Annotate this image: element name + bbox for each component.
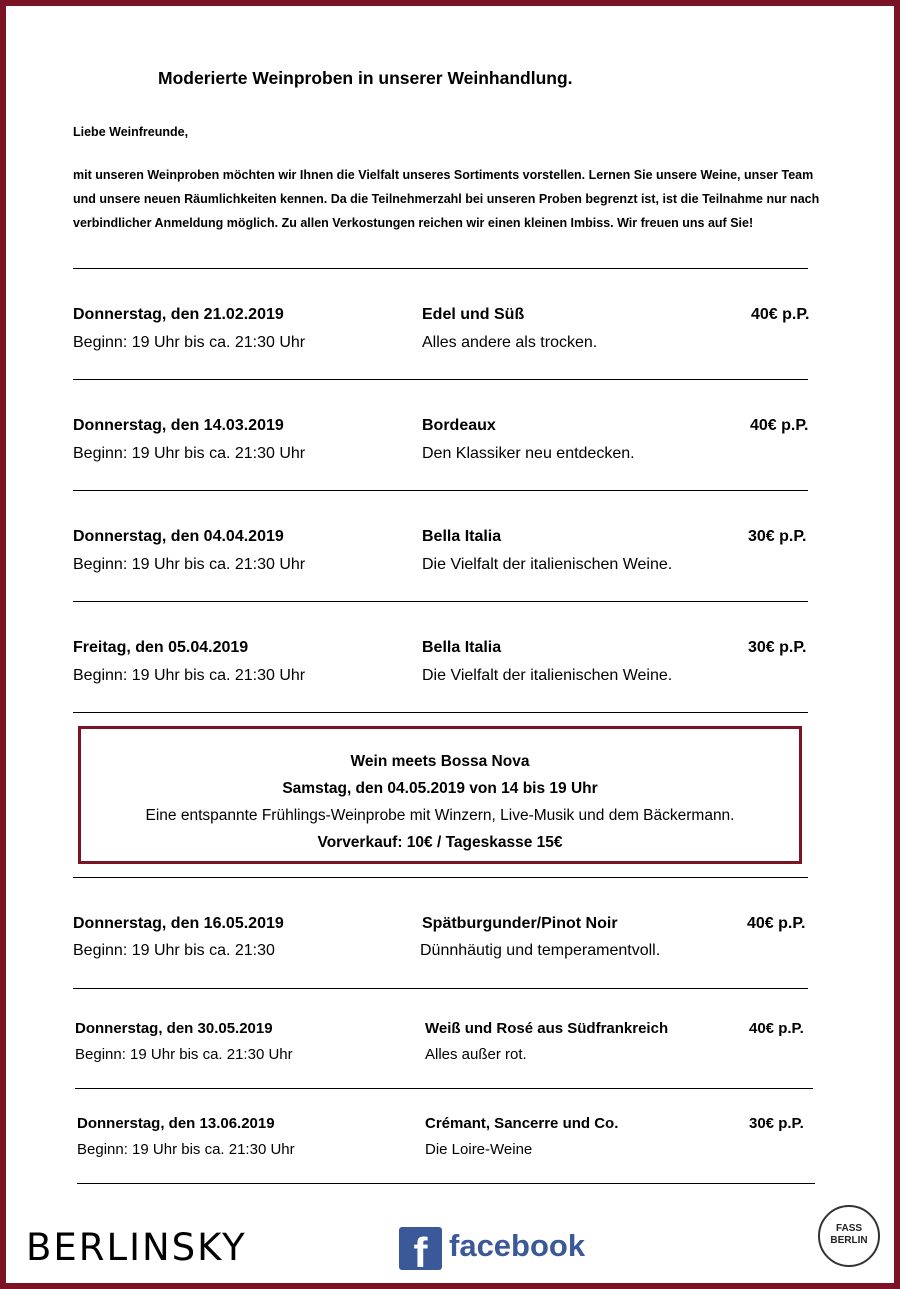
- highlight-date: Samstag, den 04.05.2019 von 14 bis 19 Uhr: [282, 780, 598, 797]
- divider: [73, 490, 808, 491]
- event-price: 30€ p.P.: [749, 1115, 804, 1132]
- fass-berlin-logo[interactable]: [818, 1205, 880, 1267]
- event-name: Spätburgunder/Pinot Noir: [422, 915, 618, 932]
- event-name: Bordeaux: [422, 417, 496, 434]
- event-price: 40€ p.P.: [751, 306, 810, 323]
- facebook-icon[interactable]: f: [399, 1227, 442, 1270]
- event-time: Beginn: 19 Uhr bis ca. 21:30 Uhr: [73, 445, 306, 462]
- divider: [77, 1183, 815, 1184]
- divider: [73, 601, 808, 602]
- highlight-price: Vorverkauf: 10€ / Tageskasse 15€: [317, 834, 563, 851]
- event-time: Beginn: 19 Uhr bis ca. 21:30 Uhr: [73, 556, 306, 573]
- event-desc: Alles außer rot.: [425, 1046, 527, 1063]
- event-desc: Dünnhäutig und temperamentvoll.: [420, 942, 661, 959]
- divider: [73, 712, 808, 713]
- event-time: Beginn: 19 Uhr bis ca. 21:30 Uhr: [73, 334, 306, 351]
- intro-text: mit unseren Weinproben möchten wir Ihnen die Vielfalt unseres Sortiments vorstellen. Lernen Sie unsere Weine, unser Team und unsere neuen Räumlichkeiten kennen. Da die Teilnehmerzahl bei unseren Proben begrenzt ist, ist die Teilnahme nur nach verbindlicher Anmeldung möglich. Zu allen Verkostungen reichen wir einen kleinen Imbiss. Wir freuen uns auf Sie!: [73, 168, 820, 230]
- event-price: 40€ p.P.: [749, 1020, 804, 1037]
- event-date: Freitag, den 05.04.2019: [73, 639, 249, 656]
- page-title: Moderierte Weinproben in unserer Weinhandlung.: [158, 68, 573, 88]
- event-time: Beginn: 19 Uhr bis ca. 21:30 Uhr: [73, 667, 306, 684]
- event-desc: Die Vielfalt der italienischen Weine.: [422, 667, 673, 684]
- event-name: Bella Italia: [422, 639, 502, 656]
- event-price: 30€ p.P.: [748, 528, 807, 545]
- event-name: Bella Italia: [422, 528, 502, 545]
- divider: [73, 379, 808, 380]
- fass-logo-line1: FASS: [835, 1223, 863, 1234]
- highlight-title: Wein meets Bossa Nova: [350, 753, 530, 770]
- event-desc: Die Loire-Weine: [425, 1141, 533, 1158]
- divider: [73, 268, 808, 269]
- berlinsky-logo[interactable]: BERLINSKY: [26, 1226, 247, 1269]
- event-date: Donnerstag, den 13.06.2019: [77, 1115, 275, 1132]
- event-desc: Den Klassiker neu entdecken.: [422, 445, 635, 462]
- facebook-wordmark[interactable]: facebook: [449, 1228, 586, 1263]
- event-date: Donnerstag, den 04.04.2019: [73, 528, 284, 545]
- event-price: 30€ p.P.: [748, 639, 807, 656]
- event-price: 40€ p.P.: [747, 915, 806, 932]
- divider: [73, 877, 808, 878]
- event-name: Weiß und Rosé aus Südfrankreich: [425, 1020, 669, 1037]
- event-time: Beginn: 19 Uhr bis ca. 21:30 Uhr: [77, 1141, 295, 1158]
- event-date: Donnerstag, den 14.03.2019: [73, 417, 284, 434]
- event-desc: Alles andere als trocken.: [422, 334, 598, 351]
- event-date: Donnerstag, den 21.02.2019: [73, 306, 284, 323]
- event-price: 40€ p.P.: [750, 417, 809, 434]
- highlight-box: [78, 726, 802, 864]
- event-desc: Die Vielfalt der italienischen Weine.: [422, 556, 673, 573]
- event-time: Beginn: 19 Uhr bis ca. 21:30 Uhr: [75, 1046, 293, 1063]
- event-date: Donnerstag, den 16.05.2019: [73, 915, 284, 932]
- fass-logo-line2: BERLIN: [830, 1235, 868, 1246]
- divider: [73, 988, 808, 989]
- event-name: Crémant, Sancerre und Co.: [425, 1115, 619, 1132]
- event-name: Edel und Süß: [422, 306, 525, 323]
- highlight-desc: Eine entspannte Frühlings-Weinprobe mit Winzern, Live-Musik und dem Bäckermann.: [145, 807, 735, 824]
- greeting: Liebe Weinfreunde,: [73, 125, 189, 139]
- divider: [75, 1088, 813, 1089]
- event-date: Donnerstag, den 30.05.2019: [75, 1020, 273, 1037]
- event-time: Beginn: 19 Uhr bis ca. 21:30: [73, 942, 275, 959]
